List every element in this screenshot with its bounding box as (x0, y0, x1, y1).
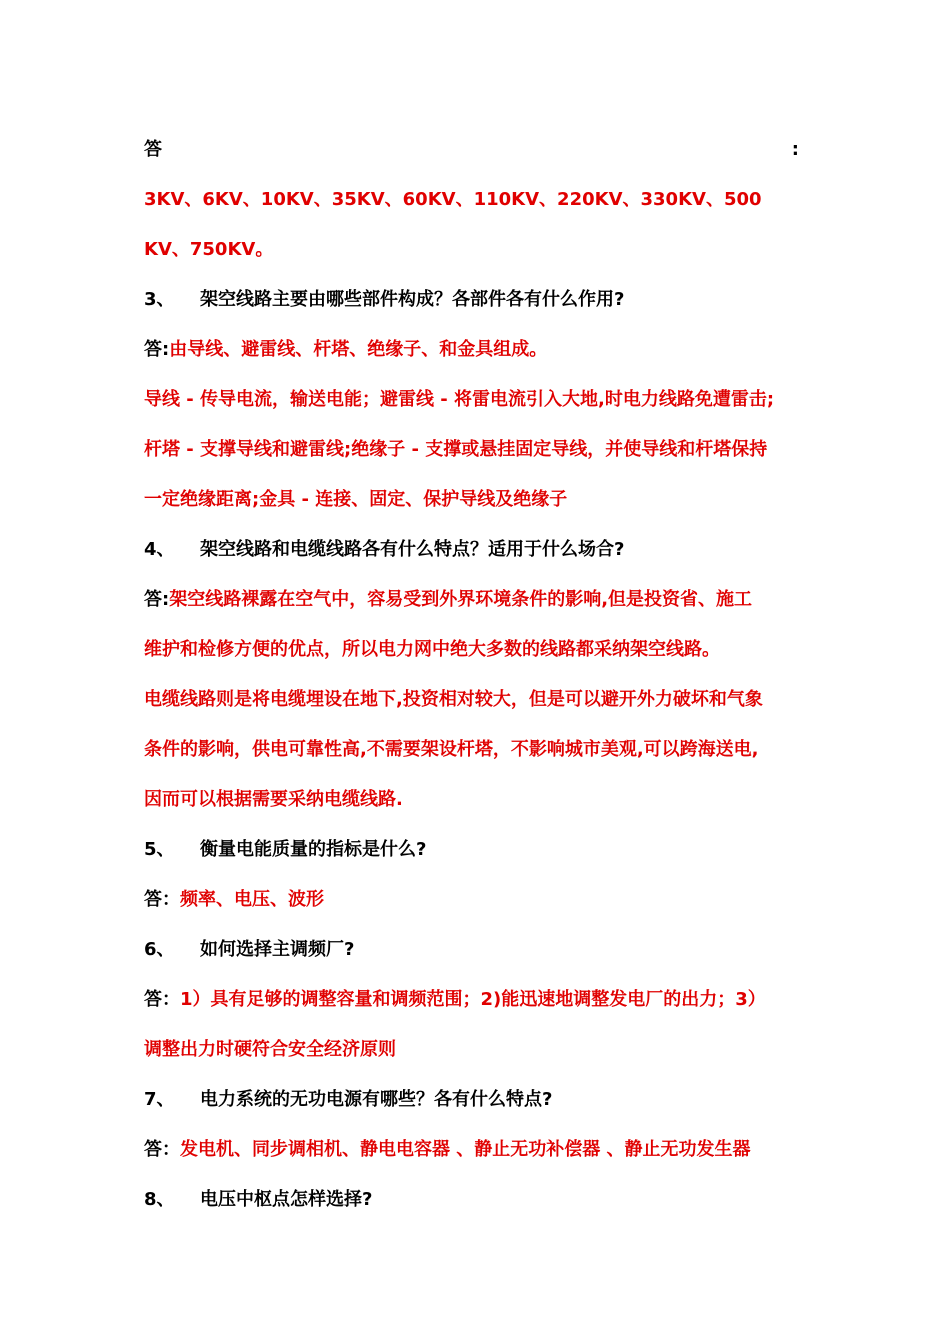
question-6 (144, 937, 824, 963)
question-5-number: 5、 (144, 839, 175, 860)
question-3-text: 架空线路主要由哪些部件构成？各部件各有什么作用? (200, 289, 625, 310)
answer-4-line-4: 条件的影响，供电可靠性高,不需要架设杆塔，不影响城市美观,可以跨海送电, (144, 739, 759, 760)
answer-4-line-2: 维护和检修方便的优点，所以电力网中绝大多数的线路都采纳架空线路。 (144, 639, 720, 660)
question-4 (144, 537, 824, 563)
voltage-list-line-2: KV、750KV。 (144, 239, 274, 260)
answer-3-text: 由导线、避雷线、杆塔、绝缘子、和金具组成。 (169, 339, 548, 360)
answer-7-text: 发电机、同步调相机、静电电容器 、静止无功补偿器 、静止无功发生器 (180, 1139, 751, 1160)
question-7-text: 电力系统的无功电源有哪些？各有什么特点? (200, 1089, 553, 1110)
answer-5 (144, 887, 824, 913)
question-6-text: 如何选择主调频厂? (200, 939, 355, 960)
answer-4-prefix: 答: (144, 589, 170, 610)
question-3 (144, 287, 824, 313)
answer-5-text: 频率、电压、波形 (180, 889, 324, 910)
answer-4-line-1 (144, 587, 824, 613)
question-8-number: 8、 (144, 1189, 175, 1210)
question-3-number: 3、 (144, 289, 175, 310)
answer-label: 答 (144, 139, 162, 160)
answer-6-text: 1）具有足够的调整容量和调频范围；2)能迅速地调整发电厂的出力；3） (180, 989, 766, 1010)
question-4-text: 架空线路和电缆线路各有什么特点？适用于什么场合? (200, 539, 625, 560)
answer-6-line-1 (144, 987, 824, 1013)
answer-4-line-5: 因而可以根据需要采纳电缆线路. (144, 789, 403, 810)
question-7 (144, 1087, 824, 1113)
answer-4-text: 架空线路裸露在空气中，容易受到外界环境条件的影响,但是投资省、施工 (169, 589, 753, 610)
answer-3-prefix: 答: (144, 339, 170, 360)
answer-6-line-2: 调整出力时硬符合安全经济原则 (144, 1039, 396, 1060)
question-5 (144, 837, 824, 863)
answer-7-prefix: 答： (144, 1139, 180, 1160)
answer-colon: : (791, 139, 799, 160)
question-8-text: 电压中枢点怎样选择? (200, 1189, 373, 1210)
answer-3-line-2: 导线 - 传导电流，输送电能；避雷线 - 将雷电流引入大地,时电力线路免遭雷击; (144, 389, 775, 410)
voltage-list-line-1: 3KV、6KV、10KV、35KV、60KV、110KV、220KV、330KV、500 (144, 189, 762, 210)
answer-4-line-3: 电缆线路则是将电缆埋设在地下,投资相对较大，但是可以避开外力破坏和气象 (144, 689, 763, 710)
question-6-number: 6、 (144, 939, 175, 960)
answer-3-line-4: 一定绝缘距离;金具 - 连接、固定、保护导线及绝缘子 (144, 489, 568, 510)
question-7-number: 7、 (144, 1089, 175, 1110)
question-5-text: 衡量电能质量的指标是什么? (200, 839, 427, 860)
question-8 (144, 1187, 824, 1213)
answer-5-prefix: 答： (144, 889, 180, 910)
question-4-number: 4、 (144, 539, 175, 560)
answer-line-label (144, 137, 824, 163)
answer-justified-row (144, 137, 799, 163)
answer-6-prefix: 答： (144, 989, 180, 1010)
answer-3-line-1 (144, 337, 824, 363)
answer-3-line-3: 杆塔 - 支撑导线和避雷线;绝缘子 - 支撑或悬挂固定导线，并使导线和杆塔保持 (144, 439, 768, 460)
answer-7 (144, 1137, 824, 1163)
